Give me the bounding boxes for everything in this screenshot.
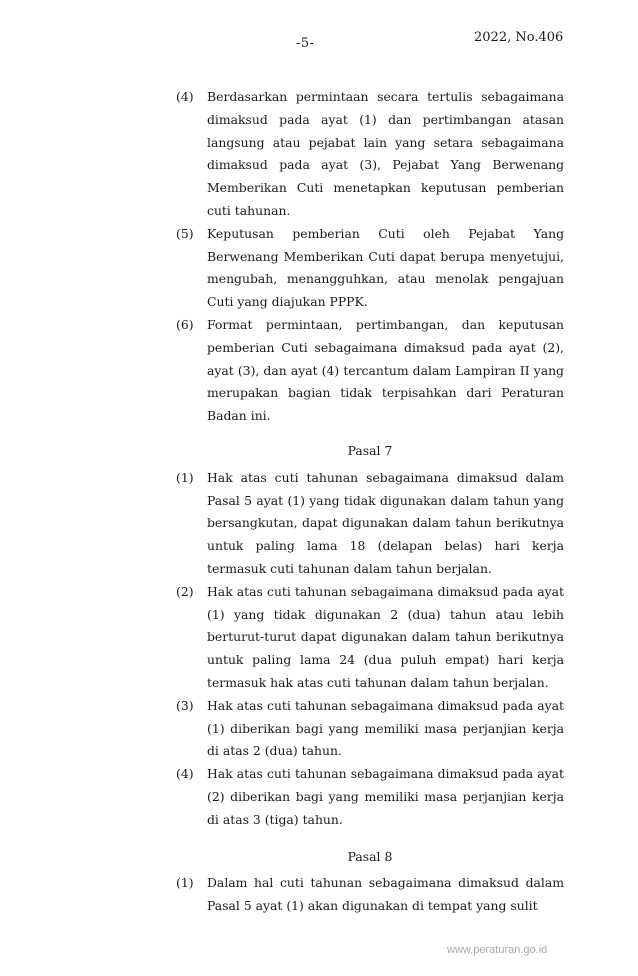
document-body [176, 86, 564, 918]
list-item [176, 86, 564, 223]
list-item [176, 872, 564, 918]
list-item [176, 581, 564, 695]
item-text: Hak atas cuti tahunan sebagaimana dimaksud pada ayat (1) diberikan bagi yang memiliki masa perjanjian kerja di atas 2 (dua) tahun. [207, 697, 564, 759]
page-number: -5- [296, 36, 315, 51]
item-text: Hak atas cuti tahunan sebagaimana dimaksud dalam Pasal 5 ayat (1) yang tidak digunakan dalam tahun yang bersangkutan, dapat digunakan dalam tahun berikutnya untuk paling lama 18 (delapan belas) hari kerja termasuk cuti tahunan dalam tahun berjalan. [207, 469, 564, 576]
footer-url: www.peraturan.go.id [447, 944, 548, 956]
item-number: (4) [176, 766, 194, 782]
item-text: Keputusan pemberian Cuti oleh Pejabat Yang Berwenang Memberikan Cuti dapat berupa menyetujui, mengubah, menangguhkan, atau menolak pengajuan Cuti yang diajukan PPPK. [207, 225, 564, 310]
item-number: (5) [176, 225, 194, 241]
list-item [176, 223, 564, 314]
item-number: (4) [176, 89, 194, 104]
item-text: Format permintaan, pertimbangan, dan keputusan pemberian Cuti sebagaimana dimaksud pada ayat (2), ayat (3), dan ayat (4) tercantum dalam Lampiran II yang merupakan bagian tidak terpisahkan dari Peraturan Badan ini. [207, 316, 564, 424]
section-heading-pasal-7: Pasal 7 [347, 442, 393, 458]
document-reference: 2022, No.406 [474, 30, 564, 45]
section-heading-pasal-8: Pasal 8 [347, 848, 393, 864]
item-text: Hak atas cuti tahunan sebagaimana dimaksud pada ayat (2) diberikan bagi yang memiliki masa perjanjian kerja di atas 3 (tiga) tahun. [207, 766, 564, 827]
item-number: (2) [176, 583, 194, 599]
item-number: (1) [176, 469, 194, 485]
list-item [176, 695, 564, 763]
item-number: (1) [176, 875, 194, 891]
item-text: Berdasarkan permintaan secara tertulis sebagaimana dimaksud pada ayat (1) dan pertimbangan atasan langsung atau pejabat lain yang setara sebagaimana dimaksud pada ayat (3), Pejabat Yang Berwenang Memberikan Cuti menetapkan keputusan pemberian cuti tahunan. [207, 89, 564, 218]
list-item [176, 763, 564, 831]
item-text: Hak atas cuti tahunan sebagaimana dimaksud pada ayat (1) yang tidak digunakan 2 (dua) tahun atau lebih berturut-turut dapat digunakan dalam tahun berikutnya untuk paling lama 24 (dua puluh empat) hari kerja termasuk hak atas cuti tahunan dalam tahun berjalan. [207, 583, 564, 690]
item-text: Dalam hal cuti tahunan sebagaimana dimaksud dalam Pasal 5 ayat (1) akan digunakan di tempat yang sulit [207, 875, 564, 914]
item-number: (6) [176, 316, 194, 332]
item-number: (3) [176, 697, 194, 713]
list-item [176, 467, 564, 581]
list-item [176, 314, 564, 428]
